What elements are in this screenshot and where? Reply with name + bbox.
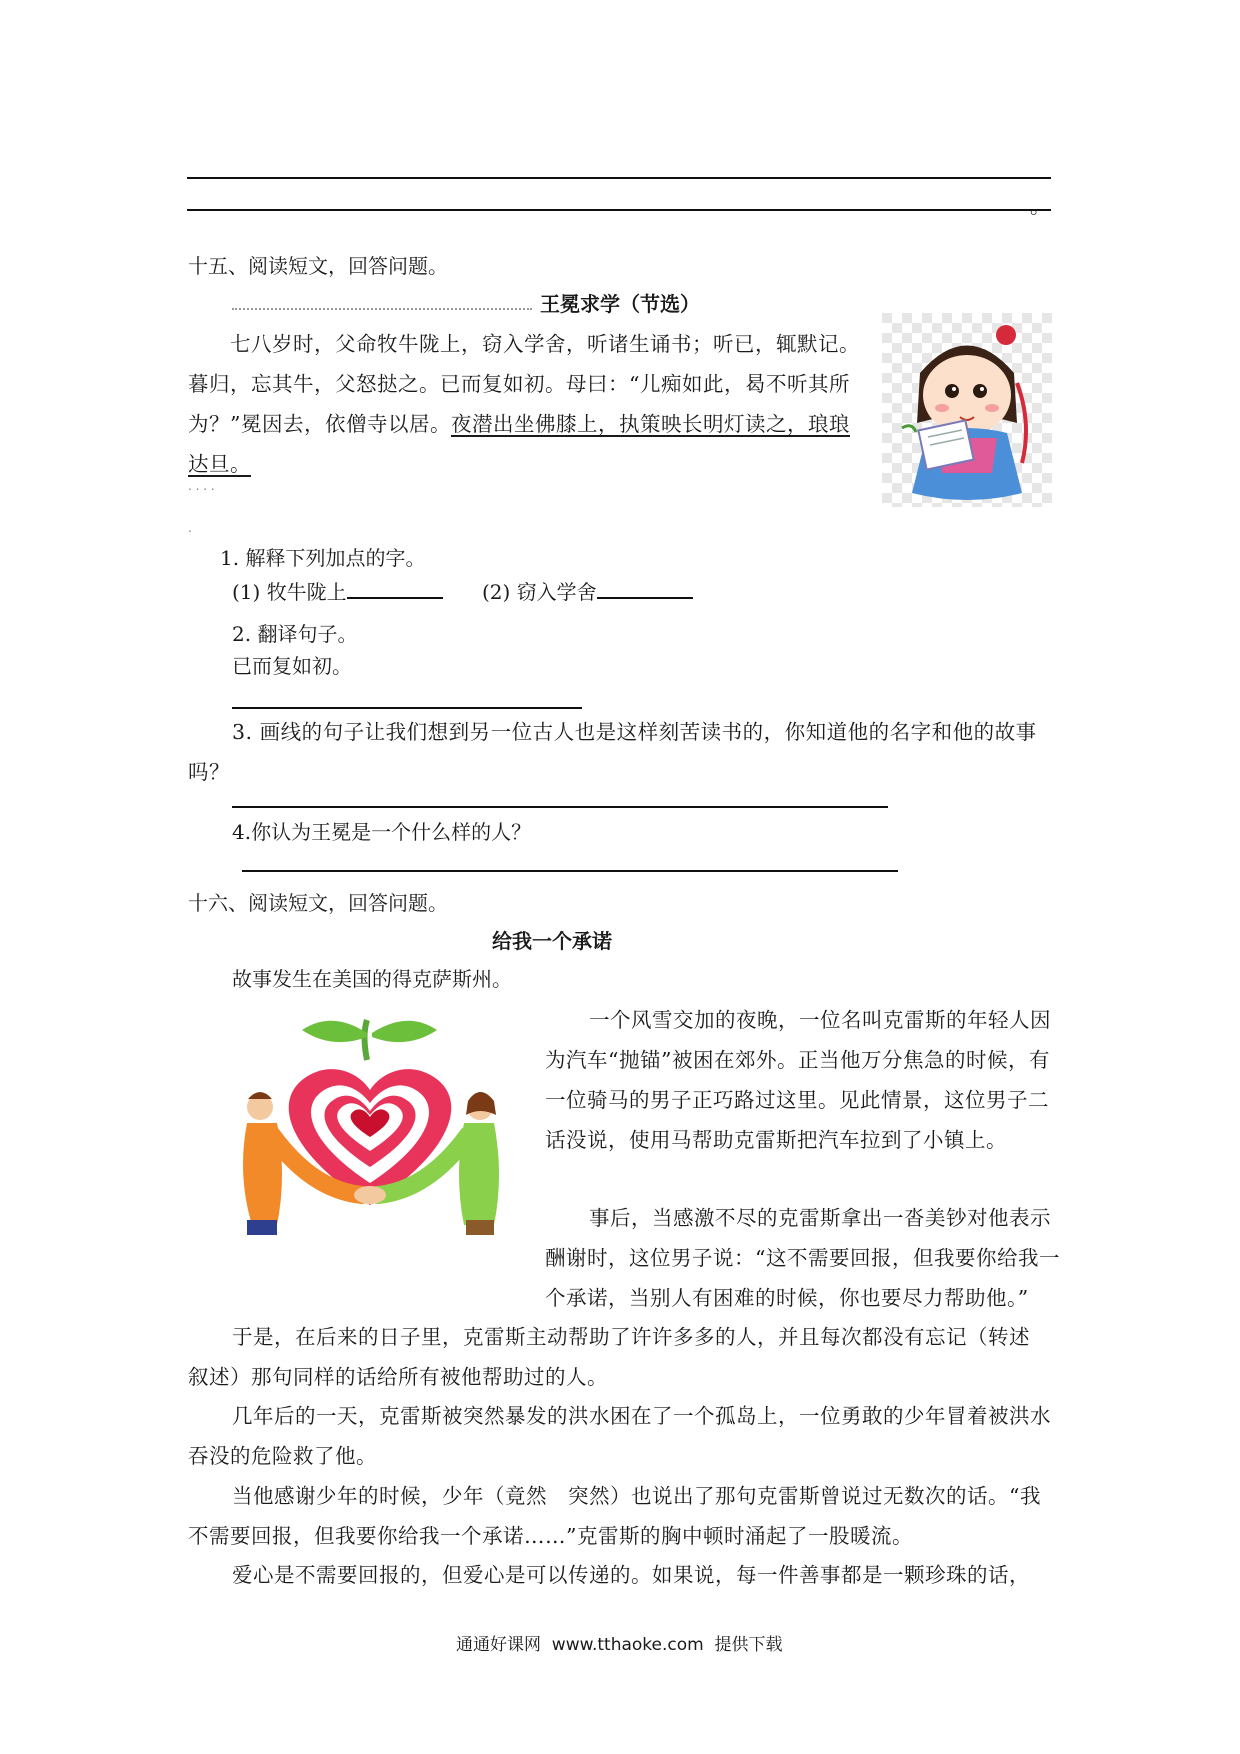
top-period: 。 — [1030, 194, 1050, 218]
stray-dots-1: . . . . — [188, 479, 215, 493]
question-1-a-blank[interactable] — [347, 577, 443, 599]
stray-dots-2: . — [188, 521, 192, 535]
question-1-b-text: (2) 窃入学舍 — [482, 580, 597, 604]
question-3: 3. 画线的句子让我们想到另一位古人也是这样刻苦读书的，你知道他的名字和他的故事吗？ — [188, 720, 1037, 784]
answer-line-top-2 — [187, 209, 1051, 211]
story-paragraph-2-text: 事后，当感激不尽的克雷斯拿出一沓美钞对他表示酬谢时，这位男子说：“这不需要回报，但我要你给我一个承诺，当别人有困难的时候，你也要尽力帮助他。” — [545, 1206, 1060, 1310]
section-15-title: 王冕求学（节选） — [540, 292, 700, 316]
question-4: 4.你认为王冕是一个什么样的人？ — [232, 820, 532, 844]
story-paragraph-2 — [188, 1198, 1060, 1318]
question-4-answer-line[interactable] — [242, 870, 898, 872]
story-paragraph-6: 爱心是不需要回报的，但爱心是可以传递的。如果说，每一件善事都是一颗珍珠的话， — [232, 1563, 1030, 1587]
question-2: 2. 翻译句子。 — [232, 622, 358, 646]
girl-reading-illustration — [882, 313, 1052, 507]
story-paragraph-1: 一个风雪交加的夜晚，一位名叫克雷斯的年轻人因为汽车“抛锚”被困在郊外。正当他万分焦急的时候，有一位骑马的男子正巧路过这里。见此情景，这位男子二话没说，使用马帮助克雷斯把汽车拉到了小镇上。 — [545, 1008, 1051, 1152]
question-1-a — [232, 572, 443, 612]
story-paragraph-4: 几年后的一天，克雷斯被突然暴发的洪水困在了一个孤岛上，一位勇敢的少年冒着被洪水吞没的危险救了他。 — [188, 1404, 1051, 1468]
question-3-answer-line[interactable] — [232, 806, 888, 808]
footer-text: 通通好课网 www.tthaoke.com 提供下载 — [456, 1635, 783, 1655]
answer-line-top-1 — [187, 177, 1051, 179]
question-2-sentence: 已而复如初。 — [232, 654, 352, 678]
story-paragraph-5: 当他感谢少年的时候，少年（竟然 突然）也说出了那句克雷斯曾说过无数次的话。“我不需要回报，但我要你给我一个承诺……”克雷斯的胸中顿时涌起了一股暖流。 — [188, 1484, 1041, 1548]
question-1-a-text: (1) 牧牛陇上 — [232, 580, 347, 604]
story-paragraph-3: 于是，在后来的日子里，克雷斯主动帮助了许许多多的人，并且每次都没有忘记（转述 叙述）那句同样的话给所有被他帮助过的人。 — [188, 1325, 1051, 1389]
question-1-b-blank[interactable] — [597, 577, 693, 599]
question-1: 1. 解释下列加点的字。 — [220, 546, 426, 570]
section-16-heading: 十六、阅读短文，回答问题。 — [188, 891, 448, 915]
passage-underlined-sentence: 夜潜出坐佛膝上，执策映长明灯读之，琅琅达旦。 — [188, 412, 850, 476]
section-16-title: 给我一个承诺 — [492, 929, 612, 953]
title-dotted-rule — [232, 308, 532, 310]
section-15-passage — [188, 324, 868, 484]
section-15-heading: 十五、阅读短文，回答问题。 — [188, 254, 448, 278]
question-2-answer-line[interactable] — [232, 707, 582, 709]
question-1-b — [482, 572, 693, 612]
passage-text: 七八岁时，父命牧牛陇上，窃入学舍，听诸生诵书；听已，辄默记。暮归，忘其牛，父怒挞之。已而复如初。母曰：“儿痴如此，曷不听其所为？”冕因去，依僧寺以居。 — [188, 332, 860, 436]
story-paragraph-0: 故事发生在美国的得克萨斯州。 — [232, 967, 512, 991]
